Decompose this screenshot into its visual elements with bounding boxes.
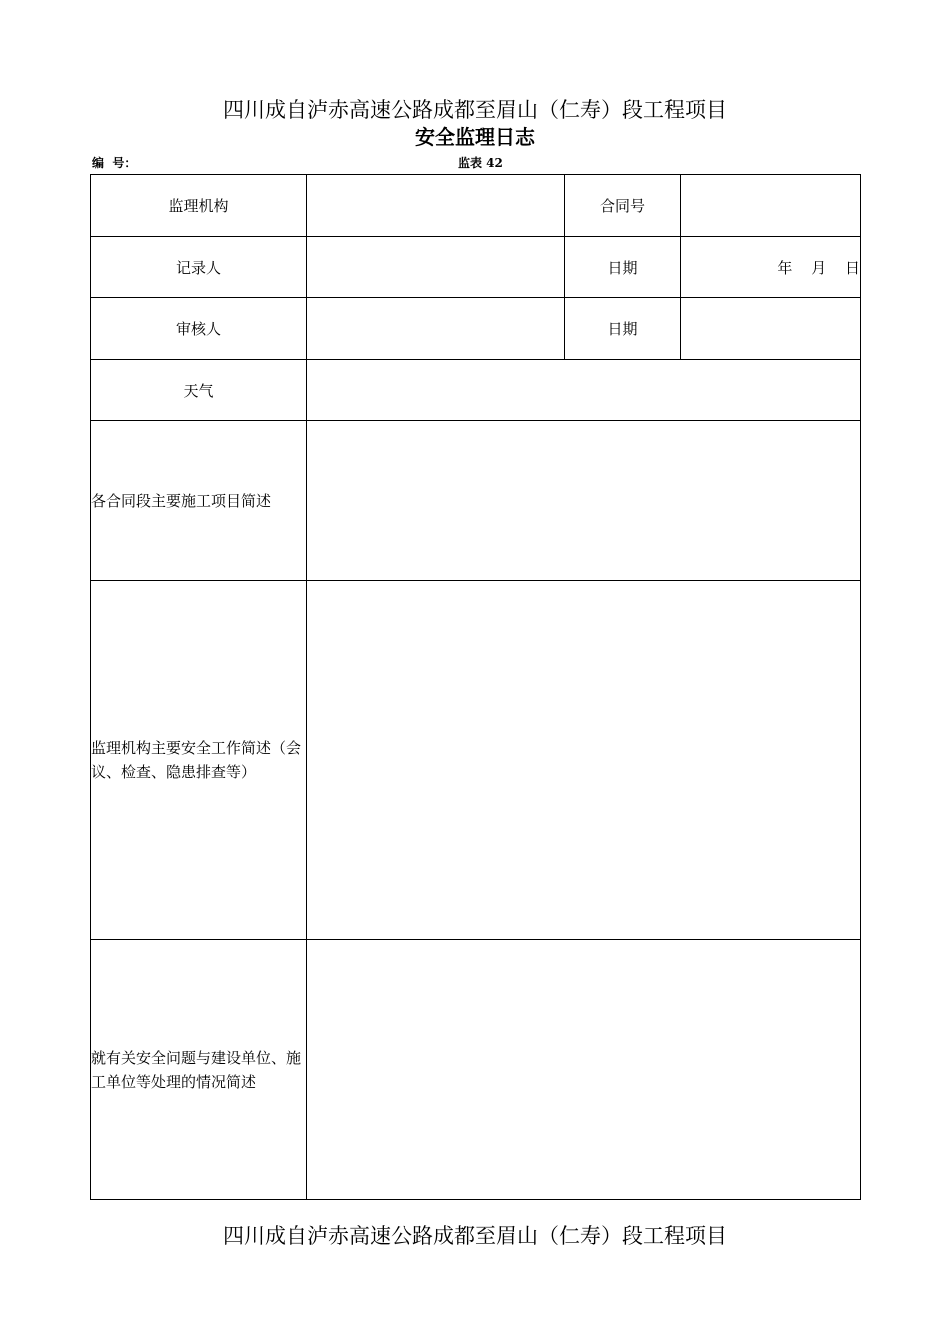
construction-summary-field[interactable] [307, 421, 861, 581]
date-month: 月 [811, 258, 827, 277]
recorder-label: 记录人 [91, 237, 307, 298]
contract-no-label: 合同号 [565, 175, 681, 237]
row-recorder [91, 237, 861, 298]
supervision-agency-field[interactable] [307, 175, 565, 237]
reviewer-date-field[interactable] [681, 298, 861, 360]
reviewer-field[interactable] [307, 298, 565, 360]
recorder-date-field[interactable] [681, 237, 861, 298]
issue-handling-field[interactable] [307, 940, 861, 1200]
row-issue-handling [91, 940, 861, 1200]
date-year: 年 [777, 258, 793, 277]
document-subtitle: 安全监理日志 [415, 125, 535, 149]
row-reviewer [91, 298, 861, 360]
safety-work-field[interactable] [307, 581, 861, 940]
issue-handling-label: 就有关安全问题与建设单位、施工单位等处理的情况简述 [91, 940, 307, 1200]
row-construction-summary [91, 421, 861, 581]
recorder-date-label: 日期 [565, 237, 681, 298]
row-agency [91, 175, 861, 237]
form-code: 监表 42 [458, 156, 503, 170]
number-label: 编 号： [92, 156, 137, 170]
date-day: 日 [844, 258, 860, 277]
document-title: 四川成自泸赤高速公路成都至眉山（仁寿）段工程项目 [223, 98, 727, 122]
row-weather [91, 360, 861, 421]
weather-label: 天气 [91, 360, 307, 421]
recorder-field[interactable] [307, 237, 565, 298]
weather-field[interactable] [307, 360, 861, 421]
construction-summary-label: 各合同段主要施工项目简述 [91, 421, 307, 581]
safety-work-label: 监理机构主要安全工作简述（会议、检查、隐患排查等） [91, 581, 307, 940]
contract-no-field[interactable] [681, 175, 861, 237]
row-safety-work [91, 581, 861, 940]
safety-log-table [90, 174, 861, 1200]
document-footer: 四川成自泸赤高速公路成都至眉山（仁寿）段工程项目 [223, 1224, 727, 1248]
reviewer-date-label: 日期 [565, 298, 681, 360]
supervision-agency-label: 监理机构 [91, 175, 307, 237]
reviewer-label: 审核人 [91, 298, 307, 360]
